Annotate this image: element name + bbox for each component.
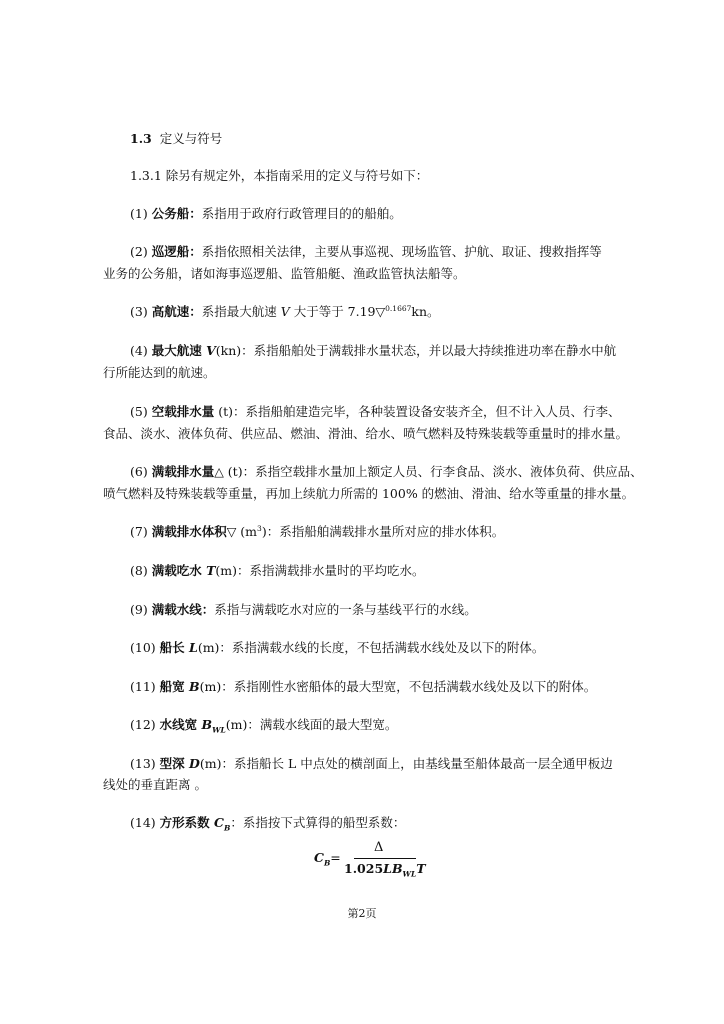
formula-symbol: C — [314, 850, 324, 865]
item-number: (13) — [130, 756, 156, 771]
unit: (m)： — [199, 756, 234, 771]
subscript: B — [223, 823, 231, 833]
definition-text: 系指与满载吃水对应的一条与基线平行的水线。 — [214, 602, 477, 617]
definition-7 — [130, 524, 504, 540]
unit: ： — [230, 815, 243, 830]
definition-text: 系指船舶满载排水量所对应的排水体积。 — [279, 524, 505, 539]
term: 满载吃水 — [151, 563, 207, 578]
definition-9 — [130, 602, 477, 618]
definition-text: 系指满载水线的长度，不包括满载水线处及以下的附体。 — [231, 640, 545, 655]
block-coefficient-formula — [314, 838, 424, 878]
variable: L — [189, 640, 198, 655]
formula-lhs — [314, 850, 341, 868]
page-number: 第2页 — [347, 907, 377, 920]
item-number: (2) — [130, 244, 148, 259]
item-number: (14) — [130, 815, 156, 830]
definition-6 — [130, 464, 643, 480]
formula-symbol: LB — [383, 861, 403, 876]
definition-10 — [130, 640, 544, 656]
definition-text: kn。 — [411, 304, 440, 319]
definition-text: 大于等于 7.19▽ — [289, 304, 386, 319]
term: 满载水线： — [151, 602, 215, 617]
variable: V — [280, 304, 290, 319]
unit: (t)： — [223, 464, 256, 479]
term: 空载排水量 — [151, 404, 215, 419]
subscript: WL — [212, 725, 226, 735]
variable: T — [206, 563, 216, 578]
intro-paragraph: 1.3.1 除另有规定外，本指南采用的定义与符号如下： — [130, 168, 429, 183]
term: 公务船： — [151, 206, 202, 221]
item-number: (4) — [130, 343, 148, 358]
variable: B — [201, 717, 213, 732]
definition-text: 系指空载排水量加上额定人员、行李食品、淡水、液体负荷、供应品、 — [255, 464, 643, 479]
term: 满载排水体积▽ — [151, 524, 237, 539]
term: 水线宽 — [159, 717, 202, 732]
term: 方形系数 — [159, 815, 215, 830]
term: 船长 — [159, 640, 190, 655]
definition-13-continued: 线处的垂直距离 。 — [103, 777, 207, 792]
item-number: (10) — [130, 640, 156, 655]
unit: )： — [261, 524, 280, 539]
definition-text: 系指依照相关法律，主要从事巡视、现场监管、护航、取证、搜救指挥等 — [201, 244, 602, 259]
variable: C — [214, 815, 224, 830]
definition-2-continued: 业务的公务船，诸如海事巡逻船、监管船艇、渔政监管执法船等。 — [103, 266, 466, 281]
definition-text: 系指船舶建造完毕，各种装置设备安装齐全，但不计入人员、行李、 — [245, 404, 621, 419]
unit: (m)： — [197, 640, 232, 655]
formula-constant: 1.025 — [344, 861, 384, 876]
definition-1 — [130, 206, 402, 222]
unit: (t)： — [214, 404, 246, 419]
definition-11 — [130, 679, 596, 695]
definition-text: 系指船舶处于满载排水量状态，并以最大持续推进功率在静水中航 — [253, 343, 617, 358]
definition-8 — [130, 563, 425, 579]
item-number: (6) — [130, 464, 148, 479]
term: 型深 — [159, 756, 190, 771]
item-number: (5) — [130, 404, 148, 419]
term: 巡逻船： — [151, 244, 202, 259]
definition-12 — [130, 717, 397, 733]
section-title: 定义与符号 — [159, 131, 223, 146]
unit: (m — [236, 524, 258, 539]
definition-14 — [130, 815, 405, 831]
formula-symbol: T — [416, 861, 426, 876]
item-number: (12) — [130, 717, 156, 732]
variable: V — [206, 343, 216, 358]
definition-text: 系指刚性水密船体的最大型宽，不包括满载水线处及以下的附体。 — [233, 679, 597, 694]
definition-text: 系指船长 L 中点处的横剖面上，由基线量至船体最高一层全通甲板边 — [233, 756, 613, 771]
exponent: 0.1667 — [385, 303, 412, 313]
item-number: (9) — [130, 602, 148, 617]
unit: (m)： — [225, 717, 260, 732]
definition-text: 系指用于政府行政管理目的的船舶。 — [201, 206, 402, 221]
section-number: 1.3 — [130, 131, 152, 146]
definition-3 — [130, 304, 440, 320]
unit: (kn)： — [215, 343, 254, 358]
item-number: (8) — [130, 563, 148, 578]
definition-4-continued: 行所能达到的航速。 — [103, 365, 216, 380]
definition-text: 系指满载排水量时的平均吃水。 — [249, 563, 425, 578]
definition-2 — [130, 244, 602, 260]
variable: B — [189, 679, 200, 694]
definition-5 — [130, 404, 621, 420]
item-number: (11) — [130, 679, 156, 694]
variable: D — [189, 756, 200, 771]
definition-text: 系指最大航速 — [201, 304, 281, 319]
term: 高航速： — [151, 304, 202, 319]
item-number: (3) — [130, 304, 148, 319]
definition-text: 系指按下式算得的船型系数： — [242, 815, 406, 830]
unit: (m)： — [199, 679, 234, 694]
definition-13 — [130, 756, 613, 772]
exponent: 3 — [257, 523, 262, 533]
definition-4 — [130, 343, 616, 359]
definition-text: 满载水线面的最大型宽。 — [259, 717, 398, 732]
term: 船宽 — [159, 679, 190, 694]
formula-equals: = — [330, 850, 341, 865]
fraction-bar — [354, 858, 416, 859]
unit: (m)： — [215, 563, 250, 578]
definition-5-continued: 食品、淡水、液体负荷、供应品、燃油、滑油、给水、喷气燃料及特殊装载等重量时的排水量。 — [103, 426, 629, 441]
term: 最大航速 — [151, 343, 207, 358]
formula-numerator: Δ — [374, 840, 384, 855]
term: 满载排水量△ — [151, 464, 224, 479]
section-heading — [130, 131, 222, 147]
item-number: (1) — [130, 206, 148, 221]
definition-6-continued: 喷气燃料及特殊装载等重量，再加上续航力所需的 100% 的燃油、滑油、给水等重量的排水量。 — [103, 486, 635, 501]
formula-subscript: WL — [402, 869, 417, 879]
formula-subscript: B — [323, 858, 331, 868]
item-number: (7) — [130, 524, 148, 539]
formula-denominator — [344, 861, 426, 879]
